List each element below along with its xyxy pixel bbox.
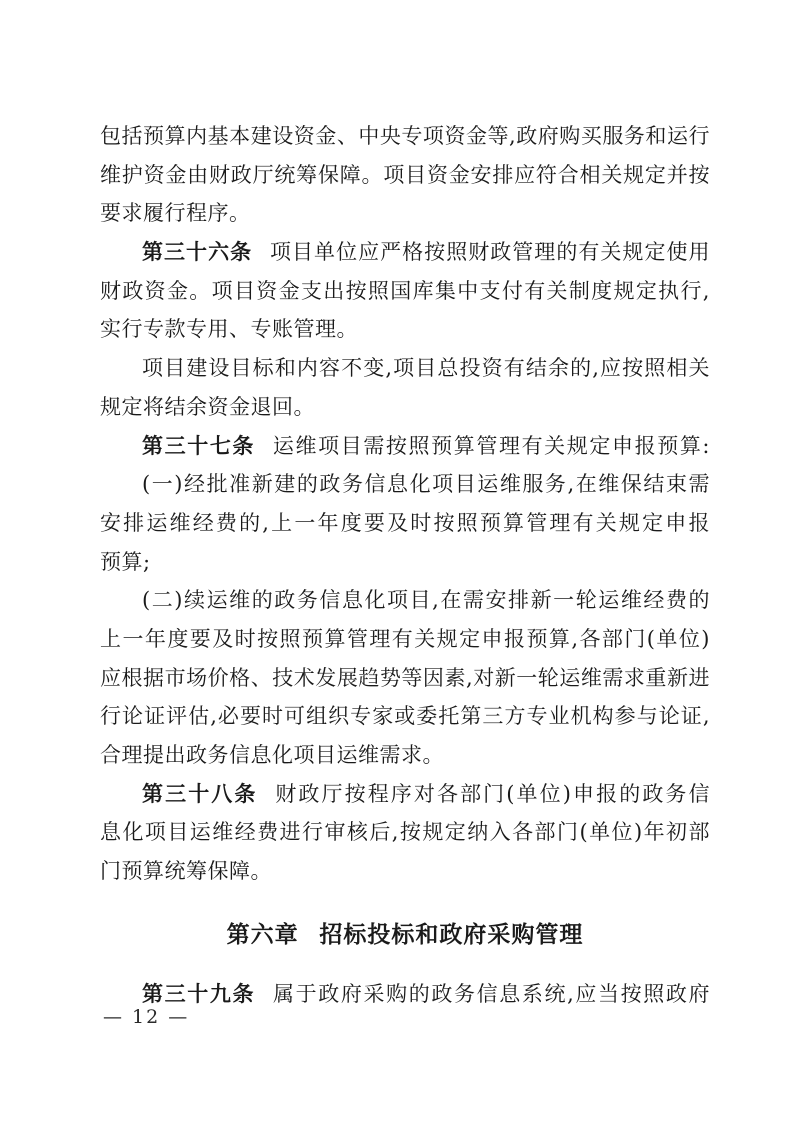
list-item-line: (二)续运维的政务信息化项目,在需安排新一轮运维经费的 <box>142 588 710 613</box>
article-number: 第三十八条 <box>142 781 258 806</box>
article-heading-line <box>100 775 710 814</box>
article-heading-line <box>100 233 710 272</box>
paragraph-line: 应根据市场价格、技术发展趋势等因素,对新一轮运维需求重新进 <box>100 665 710 690</box>
paragraph-line: 规定将结余资金退回。 <box>100 394 315 419</box>
article-number: 第三十九条 <box>142 981 256 1006</box>
article-number: 第三十七条 <box>142 433 256 458</box>
article-line-text: 财政厅按程序对各部门(单位)申报的政务信 <box>275 781 710 806</box>
article-number: 第三十六条 <box>142 240 253 265</box>
paragraph-line: 包括预算内基本建设资金、中央专项资金等,政府购买服务和运行 <box>100 124 710 148</box>
paragraph-line: 项目建设目标和内容不变,项目总投资有结余的,应按照相关 <box>142 356 710 381</box>
article-line-text: 运维项目需按照预算管理有关规定申报预算: <box>272 433 710 458</box>
paragraph-line: 维护资金由财政厅统筹保障。项目资金安排应符合相关规定并按 <box>100 162 710 187</box>
article-heading-line <box>100 427 710 466</box>
paragraph-line: 预算; <box>100 549 151 574</box>
paragraph-line: 安排运维经费的,上一年度要及时按照预算管理有关规定申报 <box>100 510 710 535</box>
article-line-text: 属于政府采购的政务信息系统,应当按照政府 <box>272 981 710 1006</box>
paragraph-line: 门预算统筹保障。 <box>100 859 272 884</box>
chapter-heading <box>100 912 710 958</box>
paragraph-line: 上一年度要及时按照预算管理有关规定申报预算,各部门(单位) <box>100 626 710 651</box>
paragraph-line: 实行专款专用、专账管理。 <box>100 317 358 342</box>
page-number: — 12 — <box>103 1006 190 1028</box>
list-item-line: (一)经批准新建的政务信息化项目运维服务,在维保结束需 <box>142 472 710 497</box>
document-body <box>100 117 710 1013</box>
paragraph-line: 行论证评估,必要时可组织专家或委托第三方专业机构参与论证, <box>100 704 710 729</box>
paragraph-line: 要求履行程序。 <box>100 201 251 226</box>
article-heading-line <box>100 975 710 1014</box>
paragraph-line: 合理提出政务信息化项目运维需求。 <box>100 743 444 767</box>
article-line-text: 项目单位应严格按照财政管理的有关规定使用 <box>269 240 710 265</box>
paragraph-line: 息化项目运维经费进行审核后,按规定纳入各部门(单位)年初部 <box>100 820 710 845</box>
chapter-number: 第六章 <box>226 921 299 948</box>
paragraph-line: 财政资金。项目资金支出按照国库集中支付有关制度规定执行, <box>100 278 710 303</box>
chapter-title: 招标投标和政府采购管理 <box>319 921 584 948</box>
